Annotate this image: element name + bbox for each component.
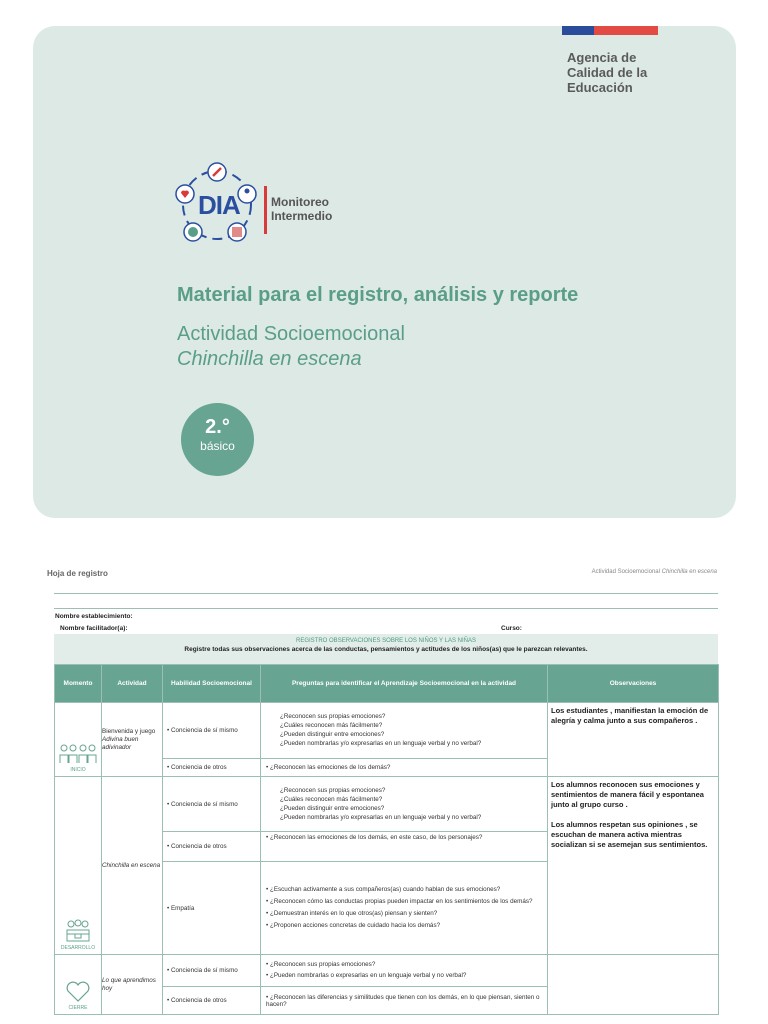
skill-cell: • Conciencia de sí mismo — [163, 777, 261, 832]
observation-cierre[interactable] — [548, 955, 719, 1015]
skill-cell: • Conciencia de otros — [163, 759, 261, 777]
stage-scene-icon — [64, 919, 92, 943]
field-course[interactable]: Curso: — [501, 625, 522, 632]
activity-desarrollo: Chinchilla en escena — [102, 777, 163, 955]
sheet-header-left: Hoja de registro — [47, 569, 108, 578]
people-group-icon — [58, 743, 98, 765]
cover-subtitle: Actividad Socioemocional Chinchilla en escena — [177, 323, 405, 370]
table-header-row — [55, 665, 719, 703]
table-row — [55, 777, 719, 832]
col-observations: Observaciones — [548, 665, 719, 703]
field-facilitator[interactable]: Nombre facilitador(a): — [60, 625, 128, 632]
chile-flag-stripe — [562, 26, 658, 35]
register-heading: REGISTRO OBSERVACIONES SOBRE LOS NIÑOS Y LAS NIÑAS Registre todas sus observaciones acerca de las conductas, pensamientos y actitudes de los niños(as) que le parezcan relevantes. — [54, 634, 718, 664]
heart-icon — [65, 981, 91, 1003]
questions-cell: • ¿Escuchan activamente a sus compañeros(as) cuando hablan de sus emociones? • ¿Reconocen cómo las conductas propias pueden impactar en los sentimientos de los demás? • ¿Demuestran interés en lo que otros(as) piensan y sienten? • ¿Proponen acciones concretas de cuidado hacia los demás? — [261, 862, 548, 955]
questions-cell: ¿Reconocen sus propias emociones? ¿Cuáles reconocen más fácilmente? ¿Pueden distinguir entre emociones? ¿Pueden nombrarlas y/o expresarlas en un lenguaje verbal y no verbal? — [261, 777, 548, 832]
skill-cell: • Conciencia de sí mismo — [163, 703, 261, 759]
sheet-header-right: Actividad Socioemocional Chinchilla en escena — [591, 569, 717, 575]
skill-cell: • Conciencia de sí mismo — [163, 955, 261, 987]
skill-cell: • Empatía — [163, 862, 261, 955]
field-establishment[interactable]: Nombre establecimiento: — [55, 613, 133, 620]
cover-panel — [33, 26, 736, 518]
questions-cell: • ¿Reconocen las diferencias y similitudes que tienen con los demás, en lo que piensan, sienten o hacen? — [261, 987, 548, 1015]
agency-logo-text: Agencia de Calidad de la Educación — [567, 50, 648, 95]
questions-cell: • ¿Reconocen las emociones de los demás, en este caso, de los personajes? — [261, 832, 548, 862]
monitoreo-label: Monitoreo Intermedio — [271, 195, 333, 223]
moment-desarrollo: DESARROLLO — [55, 777, 102, 955]
observation-table — [54, 664, 719, 1015]
activity-inicio: Bienvenida y juego Adivina buen adivinador — [102, 703, 163, 777]
questions-cell: ¿Reconocen sus propias emociones? ¿Cuáles reconocen más fácilmente? ¿Pueden distinguir entre emociones? ¿Pueden nombrarlas y/o expresarlas en un lenguaje verbal y no verbal? — [261, 703, 548, 759]
dia-text: DIA — [198, 190, 240, 220]
divider-line — [54, 608, 718, 609]
moment-cierre: CIERRE — [55, 955, 102, 1015]
col-skill: Habilidad Socioemocional — [163, 665, 261, 703]
observation-inicio[interactable]: Los estudiantes , manifiestan la emoción de alegría y calma junto a sus compañeros . — [548, 703, 719, 777]
table-row — [55, 955, 719, 987]
col-activity: Actividad — [102, 665, 163, 703]
grade-badge: 2.° básico — [181, 403, 254, 476]
dia-logo — [171, 160, 346, 250]
col-questions: Preguntas para identificar el Aprendizaje Socioemocional en la actividad — [261, 665, 548, 703]
skill-cell: • Conciencia de otros — [163, 987, 261, 1015]
observation-desarrollo[interactable]: Los alumnos reconocen sus emociones y sentimientos de manera fácil y espontanea junto al grupo curso . Los alumnos respetan sus opiniones , se escuchan de manera activa mientras socializan si se asemejan sus sentimientos. — [548, 777, 719, 955]
moment-inicio: INICIO — [55, 703, 102, 777]
table-row — [55, 703, 719, 759]
divider-line — [54, 593, 718, 594]
questions-cell: • ¿Reconocen sus propias emociones? • ¿Pueden nombrarlas o expresarlas en un lenguaje verbal y no verbal? — [261, 955, 548, 987]
activity-cierre: Lo que aprendimos hoy — [102, 955, 163, 1015]
questions-cell: • ¿Reconocen las emociones de los demás? — [261, 759, 548, 777]
cover-title: Material para el registro, análisis y reporte — [177, 284, 579, 306]
col-moment: Momento — [55, 665, 102, 703]
skill-cell: • Conciencia de otros — [163, 832, 261, 862]
logo-divider — [264, 186, 267, 234]
